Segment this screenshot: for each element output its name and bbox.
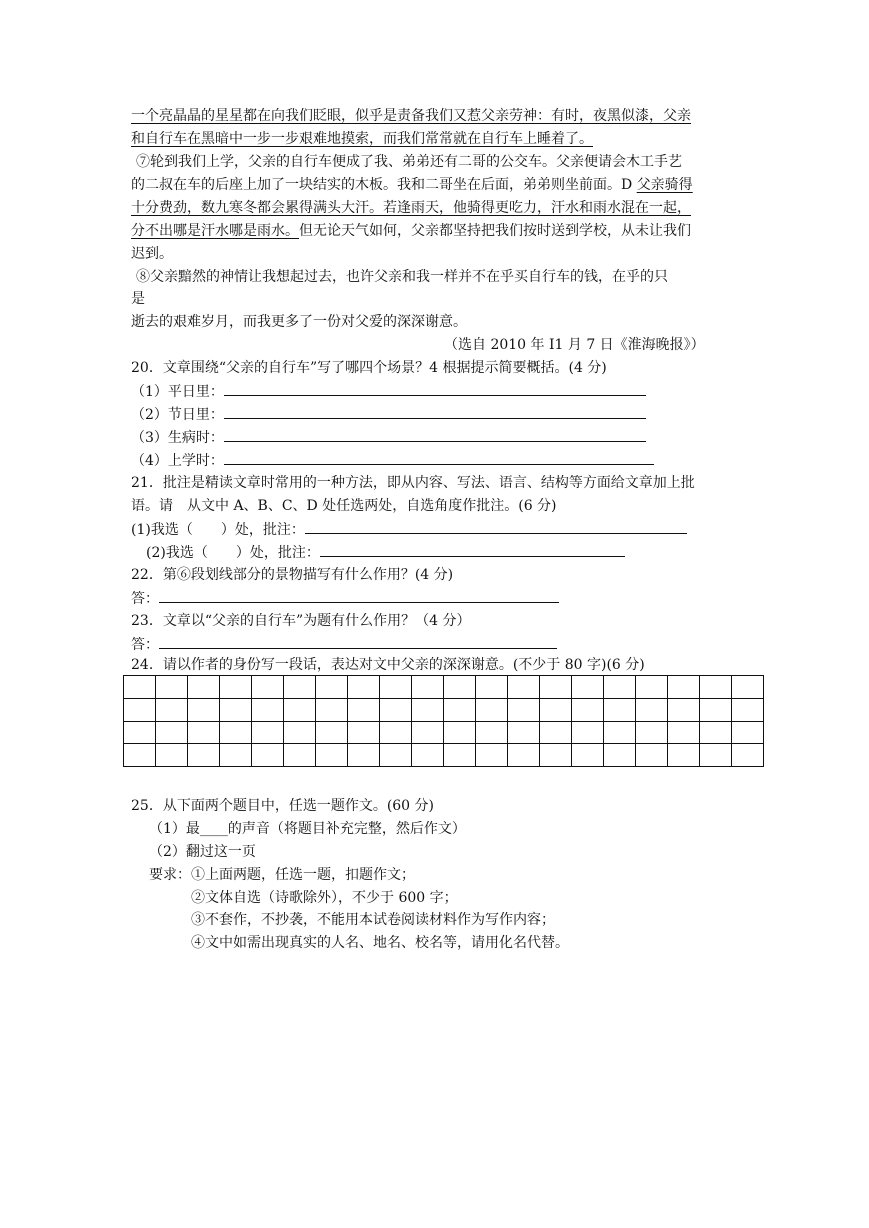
question-21-cont: 语。请 从文中 A、B、C、D 处任选两处，自选角度作批注。(6 分) (131, 498, 557, 514)
grid-cell[interactable] (188, 676, 220, 699)
grid-cell[interactable] (476, 676, 508, 699)
answer-line[interactable] (305, 520, 687, 534)
passage-line: 逝去的艰难岁月，而我更多了一份对父爱的深深谢意。 (131, 314, 467, 330)
grid-cell[interactable] (700, 721, 732, 744)
q21-option-2 (146, 543, 625, 562)
grid-cell[interactable] (252, 698, 284, 721)
grid-cell[interactable] (572, 744, 604, 767)
requirements-label: 要求： (149, 867, 191, 883)
grid-cell[interactable] (572, 698, 604, 721)
grid-cell[interactable] (668, 698, 700, 721)
q20-item-4 (131, 451, 654, 470)
grid-cell[interactable] (444, 698, 476, 721)
grid-cell[interactable] (700, 676, 732, 699)
question-21: 21．批注是精读文章时常用的一种方法，即从内容、写法、语言、结构等方面给文章加上批 (131, 475, 695, 491)
grid-cell[interactable] (188, 698, 220, 721)
grid-cell[interactable] (284, 721, 316, 744)
grid-cell[interactable] (476, 744, 508, 767)
grid-cell[interactable] (380, 721, 412, 744)
grid-cell[interactable] (412, 721, 444, 744)
q25-option-2: （2）翻过这一页 (149, 844, 256, 860)
grid-cell[interactable] (668, 676, 700, 699)
question-25: 25．从下面两个题目中，任选一题作文。(60 分) (131, 798, 435, 814)
grid-cell[interactable] (412, 698, 444, 721)
grid-cell[interactable] (124, 744, 156, 767)
underlined-text: 父亲骑得 (636, 177, 693, 193)
grid-cell[interactable] (444, 744, 476, 767)
grid-cell[interactable] (604, 698, 636, 721)
grid-cell[interactable] (636, 698, 668, 721)
grid-cell[interactable] (252, 676, 284, 699)
grid-cell[interactable] (412, 744, 444, 767)
grid-cell[interactable] (604, 744, 636, 767)
grid-row (124, 721, 764, 744)
passage-text: 但无论天气如何，父亲都坚持把我们按时送到学校，从未让我们 (299, 223, 691, 239)
q20-item-1 (131, 382, 646, 401)
q21-option-1 (131, 520, 687, 539)
passage-line: 一个亮晶晶的星星都在向我们眨眼，似乎是责备我们又惹父亲劳神：有时，夜黑似漆，父亲 (131, 108, 691, 124)
grid-cell[interactable] (316, 698, 348, 721)
q20-label: （3）生病时： (131, 430, 224, 446)
requirement-4: ④文中如需出现真实的人名、地名、校名等，请用化名代替。 (191, 935, 569, 951)
grid-cell[interactable] (380, 698, 412, 721)
grid-row (124, 698, 764, 721)
writing-grid[interactable] (123, 675, 764, 767)
question-23: 23．文章以“父亲的自行车”为题有什么作用？（4 分） (131, 613, 471, 629)
grid-cell[interactable] (572, 721, 604, 744)
grid-row (124, 744, 764, 767)
grid-cell[interactable] (604, 676, 636, 699)
grid-cell[interactable] (220, 721, 252, 744)
grid-cell[interactable] (700, 744, 732, 767)
grid-cell[interactable] (476, 721, 508, 744)
grid-cell[interactable] (572, 676, 604, 699)
answer-line[interactable] (159, 635, 557, 649)
grid-cell[interactable] (668, 721, 700, 744)
passage-line: 和自行车在黑暗中一步一步艰难地摸索，而我们常常就在自行车上睡着了。 (131, 131, 593, 147)
requirement-2: ②文体自选（诗歌除外），不少于 600 字； (191, 890, 458, 906)
requirement-1 (149, 866, 415, 884)
answer-line[interactable] (159, 589, 559, 603)
grid-cell[interactable] (252, 721, 284, 744)
grid-cell[interactable] (284, 676, 316, 699)
answer-line[interactable] (320, 543, 625, 557)
question-22: 22．第⑥段划线部分的景物描写有什么作用？(4 分) (131, 567, 454, 583)
grid-cell[interactable] (348, 744, 380, 767)
grid-cell[interactable] (508, 721, 540, 744)
grid-cell[interactable] (540, 744, 572, 767)
grid-cell[interactable] (156, 744, 188, 767)
answer-line[interactable] (224, 382, 646, 396)
answer-line[interactable] (224, 428, 646, 442)
grid-cell[interactable] (380, 744, 412, 767)
grid-cell[interactable] (732, 744, 764, 767)
grid-cell[interactable] (284, 698, 316, 721)
q20-item-3 (131, 428, 646, 447)
grid-cell[interactable] (540, 676, 572, 699)
q20-item-2 (131, 405, 646, 424)
grid-cell[interactable] (636, 676, 668, 699)
grid-cell[interactable] (348, 698, 380, 721)
q20-label: （4）上学时： (131, 453, 224, 469)
grid-cell[interactable] (508, 676, 540, 699)
grid-cell[interactable] (476, 698, 508, 721)
grid-cell[interactable] (508, 698, 540, 721)
grid-row (124, 676, 764, 699)
grid-cell[interactable] (156, 698, 188, 721)
passage-line (131, 222, 691, 240)
answer-line[interactable] (224, 451, 654, 465)
grid-cell[interactable] (348, 721, 380, 744)
grid-cell[interactable] (252, 744, 284, 767)
q21-label: (2)我选（ ）处，批注： (146, 545, 320, 561)
passage-line (131, 176, 693, 194)
grid-cell[interactable] (508, 744, 540, 767)
grid-cell[interactable] (732, 721, 764, 744)
grid-cell[interactable] (156, 721, 188, 744)
question-20: 20．文章围绕“父亲的自行车”写了哪四个场景？4 根据提示简要概括。(4 分) (131, 360, 607, 376)
grid-cell[interactable] (732, 698, 764, 721)
grid-cell[interactable] (316, 721, 348, 744)
grid-cell[interactable] (700, 698, 732, 721)
grid-cell[interactable] (732, 676, 764, 699)
grid-cell[interactable] (604, 721, 636, 744)
grid-cell[interactable] (636, 721, 668, 744)
grid-cell[interactable] (188, 744, 220, 767)
grid-cell[interactable] (380, 676, 412, 699)
grid-cell[interactable] (668, 744, 700, 767)
answer-label: 答： (131, 637, 159, 653)
requirement-3: ③不套作，不抄袭，不能用本试卷阅读材料作为写作内容； (191, 912, 555, 928)
grid-cell[interactable] (316, 676, 348, 699)
passage-text: 的二叔在车的后座上加了一块结实的木板。我和二哥坐在后面，弟弟则坐前面。 (131, 177, 621, 193)
grid-cell[interactable] (348, 676, 380, 699)
grid-cell[interactable] (188, 721, 220, 744)
grid-cell[interactable] (220, 676, 252, 699)
grid-cell[interactable] (316, 744, 348, 767)
grid-cell[interactable] (540, 698, 572, 721)
grid-cell[interactable] (636, 744, 668, 767)
passage-line: 是 (131, 291, 145, 307)
grid-cell[interactable] (124, 676, 156, 699)
grid-cell[interactable] (444, 676, 476, 699)
grid-cell[interactable] (220, 744, 252, 767)
q22-answer (131, 589, 559, 608)
answer-line[interactable] (224, 405, 646, 419)
passage-line: 十分费劲，数九寒冬都会累得满头大汗。若逢雨天，他骑得更吃力，汗水和雨水混在一起， (131, 200, 691, 216)
passage-line: ⑧父亲黯然的神情让我想起过去，也许父亲和我一样并不在乎买自行车的钱，在乎的只 (136, 269, 668, 285)
grid-cell[interactable] (444, 721, 476, 744)
grid-cell[interactable] (284, 744, 316, 767)
grid-cell[interactable] (156, 676, 188, 699)
annotation-marker-d: D (621, 177, 633, 193)
grid-cell[interactable] (124, 721, 156, 744)
q25-option-1: （1）最____的声音（将题目补充完整，然后作文） (149, 821, 466, 837)
grid-cell[interactable] (540, 721, 572, 744)
passage-line: 迟到。 (131, 246, 173, 262)
grid-cell[interactable] (412, 676, 444, 699)
q20-label: （2）节日里： (131, 407, 224, 423)
passage-line: ⑦轮到我们上学，父亲的自行车便成了我、弟弟还有二哥的公交车。父亲便请会木工手艺 (136, 154, 682, 170)
passage-source: （选自 2010 年 I1 月 7 日《淮海晚报》） (444, 337, 705, 353)
question-24: 24．请以作者的身份写一段话，表达对文中父亲的深深谢意。(不少于 80 字)(6 分) (131, 657, 645, 673)
requirement-text: ①上面两题，任选一题，扣题作文； (191, 867, 415, 883)
answer-label: 答： (131, 591, 159, 607)
q21-label: (1)我选（ ）处，批注： (131, 522, 305, 538)
grid-cell[interactable] (124, 698, 156, 721)
grid-cell[interactable] (220, 698, 252, 721)
q23-answer (131, 635, 557, 654)
underlined-text: 分不出哪是汗水哪是雨水。 (131, 223, 299, 239)
q20-label: （1）平日里： (131, 384, 224, 400)
